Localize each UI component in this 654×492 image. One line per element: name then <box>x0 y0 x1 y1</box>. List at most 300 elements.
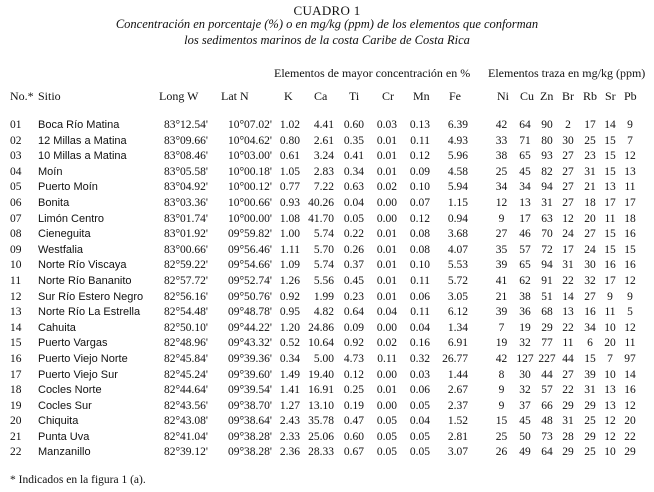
table-row <box>0 415 654 431</box>
header-ca: Ca <box>314 89 328 103</box>
table-row <box>0 384 654 400</box>
cell-latn: 09°59.82' <box>227 228 272 241</box>
cell-sitio: Norte Río Bananito <box>38 274 132 287</box>
cell-no: 16 <box>10 352 22 365</box>
cell-ca: 24.86 <box>308 321 334 334</box>
cell-br: 29 <box>562 399 574 412</box>
cell-sr: 12 <box>604 415 616 428</box>
cell-ni: 38 <box>495 150 508 163</box>
cell-ca: 41.70 <box>308 212 334 225</box>
cell-ca: 5.74 <box>313 228 334 241</box>
cell-ni: 41 <box>495 274 508 287</box>
cell-mn: 0.08 <box>409 243 430 256</box>
cell-ca: 35.78 <box>308 415 334 428</box>
cell-br: 28 <box>562 430 574 443</box>
header-zn: Zn <box>540 89 554 103</box>
cell-no: 02 <box>10 134 22 147</box>
cell-mn: 0.11 <box>410 274 430 287</box>
cell-ni: 9 <box>498 212 505 225</box>
cell-latn: 10°00.12' <box>227 181 272 194</box>
cell-fe: 5.53 <box>447 259 468 272</box>
cell-cr: 0.01 <box>376 150 397 163</box>
cell-cr: 0.03 <box>376 119 397 131</box>
cell-cu: 32 <box>519 384 531 397</box>
cell-sr: 17 <box>604 274 616 287</box>
cell-fe: 2.37 <box>447 399 468 412</box>
cell-rb: 25 <box>584 446 596 459</box>
cell-mn: 0.10 <box>409 181 430 194</box>
table-row <box>0 228 654 244</box>
cell-fe: 6.39 <box>447 119 468 131</box>
cell-fe: 4.07 <box>447 243 468 256</box>
cell-ni: 26 <box>495 446 508 459</box>
cell-no: 01 <box>10 119 22 131</box>
cell-latn: 10°03.00' <box>227 150 272 163</box>
cell-zn: 51 <box>541 290 553 303</box>
cell-latn: 09°38.28' <box>227 430 272 443</box>
cell-sitio: Cahuita <box>38 321 76 334</box>
cell-ca: 7.22 <box>313 181 334 194</box>
cell-br: 12 <box>562 212 574 225</box>
cell-no: 07 <box>10 212 22 225</box>
cell-mn: 0.05 <box>409 430 430 443</box>
cell-sr: 10 <box>604 446 616 459</box>
cell-cr: 0.01 <box>376 384 397 397</box>
cell-sr: 15 <box>604 134 616 147</box>
cell-ni: 9 <box>498 399 505 412</box>
cell-pb: 20 <box>624 415 636 428</box>
cell-fe: 6.12 <box>447 306 468 319</box>
cell-no: 15 <box>10 337 22 350</box>
cell-zn: 94 <box>541 259 553 272</box>
cell-ca: 2.83 <box>313 165 334 178</box>
cell-sr: 14 <box>604 119 616 131</box>
cell-sr: 12 <box>604 430 616 443</box>
header-fe: Fe <box>449 89 461 103</box>
cell-mn: 0.08 <box>409 228 430 241</box>
cell-ca: 19.40 <box>308 368 334 381</box>
cell-k: 0.77 <box>279 181 300 194</box>
cell-ca: 1.99 <box>313 290 334 303</box>
cell-mn: 0.16 <box>409 337 430 350</box>
table-row <box>0 353 654 369</box>
cell-rb: 6 <box>587 337 593 350</box>
cell-ni: 15 <box>495 415 508 428</box>
cell-pb: 97 <box>624 352 636 365</box>
cell-k: 1.20 <box>279 321 300 334</box>
cell-br: 24 <box>562 228 574 241</box>
cell-latn: 10°00.66' <box>227 196 272 209</box>
table-subtitle-line1: Concentración en porcentaje (%) o en mg/kg (ppm) de los elementos que conforman <box>115 17 539 31</box>
cell-zn: 77 <box>541 337 553 350</box>
cell-longw: 83°01.92' <box>163 228 208 241</box>
cell-br: 31 <box>562 259 574 272</box>
cell-k: 0.52 <box>279 337 300 350</box>
cell-rb: 21 <box>584 181 596 194</box>
cell-sitio: Puerto Vargas <box>38 337 108 350</box>
cell-longw: 82°50.10' <box>163 321 208 334</box>
cell-k: 1.08 <box>279 212 300 225</box>
cell-latn: 10°00.18' <box>227 165 272 178</box>
cell-cr: 0.00 <box>376 196 397 209</box>
cell-k: 1.26 <box>279 274 300 287</box>
cell-ti: 0.60 <box>343 119 364 131</box>
cell-pb: 11 <box>624 181 636 194</box>
cell-ti: 0.26 <box>343 243 364 256</box>
cell-rb: 34 <box>584 321 596 334</box>
cell-sitio: Manzanillo <box>38 446 91 459</box>
table-row <box>0 181 654 197</box>
cell-zn: 66 <box>541 399 553 412</box>
cell-ti: 0.34 <box>343 165 364 178</box>
table-row <box>0 197 654 213</box>
cell-ni: 35 <box>495 243 508 256</box>
cell-cu: 65 <box>519 259 531 272</box>
cell-longw: 82°41.04' <box>163 430 208 443</box>
cell-latn: 09°39.36' <box>227 352 272 365</box>
cell-longw: 82°45.24' <box>163 368 208 381</box>
cell-ti: 4.73 <box>343 352 364 365</box>
cell-br: 31 <box>562 415 574 428</box>
cell-sr: 16 <box>604 259 616 272</box>
cell-mn: 0.11 <box>410 134 430 147</box>
header-pb: Pb <box>624 89 637 103</box>
cell-cr: 0.05 <box>376 430 397 443</box>
cell-sitio: Boca Río Matina <box>38 119 120 131</box>
cell-pb: 12 <box>624 150 636 163</box>
cell-latn: 09°43.32' <box>227 337 272 350</box>
cell-ti: 0.92 <box>343 337 364 350</box>
cell-cu: 127 <box>516 352 534 365</box>
cell-sr: 13 <box>604 399 616 412</box>
cell-longw: 82°54.48' <box>163 306 208 319</box>
cell-cu: 65 <box>519 150 531 163</box>
cell-mn: 0.13 <box>409 119 430 131</box>
cell-zn: 227 <box>538 352 556 365</box>
header-k: K <box>284 89 293 103</box>
cell-pb: 17 <box>624 196 636 209</box>
cell-no: 03 <box>10 150 22 163</box>
cell-cu: 19 <box>519 321 531 334</box>
cell-longw: 83°05.58' <box>163 165 208 178</box>
cell-latn: 10°00.00' <box>227 212 272 225</box>
cell-mn: 0.32 <box>409 352 430 365</box>
table-row <box>0 244 654 260</box>
cell-ca: 5.74 <box>313 259 334 272</box>
cell-fe: 3.05 <box>447 290 468 303</box>
cell-no: 18 <box>10 384 22 397</box>
cell-cu: 45 <box>519 165 531 178</box>
cell-rb: 23 <box>584 150 596 163</box>
cell-longw: 82°44.64' <box>163 384 208 397</box>
table-row <box>0 400 654 416</box>
cell-rb: 15 <box>584 352 596 365</box>
cell-mn: 0.03 <box>409 368 430 381</box>
cell-no: 21 <box>10 430 22 443</box>
cell-pb: 13 <box>624 165 636 178</box>
cell-cu: 62 <box>519 274 531 287</box>
cell-rb: 30 <box>584 259 596 272</box>
cell-pb: 12 <box>624 274 636 287</box>
cell-rb: 24 <box>584 243 596 256</box>
table-title: CUADRO 1 <box>293 3 361 18</box>
cell-no: 19 <box>10 399 22 412</box>
cell-k: 1.02 <box>279 119 300 131</box>
table-row <box>0 337 654 353</box>
cell-longw: 83°12.54' <box>163 119 208 131</box>
cell-cr: 0.11 <box>377 352 397 365</box>
cell-br: 27 <box>562 181 574 194</box>
cell-zn: 68 <box>541 306 553 319</box>
cell-k: 1.49 <box>279 368 300 381</box>
cell-ti: 0.37 <box>343 259 364 272</box>
cell-sr: 15 <box>604 228 616 241</box>
header-cr: Cr <box>382 89 394 103</box>
cell-ti: 0.12 <box>343 368 364 381</box>
cell-zn: 63 <box>541 212 553 225</box>
cell-sitio: 10 Millas a Matina <box>38 150 127 163</box>
cell-no: 04 <box>10 165 22 178</box>
cell-mn: 0.05 <box>409 446 430 459</box>
cell-rb: 20 <box>584 212 596 225</box>
header-ti: Ti <box>349 89 360 103</box>
table-row <box>0 369 654 385</box>
cell-br: 27 <box>562 196 574 209</box>
cell-latn: 09°38.28' <box>227 446 272 459</box>
footnote: * Indicados en la figura 1 (a). <box>10 474 146 486</box>
table-row <box>0 150 654 166</box>
cell-ca: 10.64 <box>308 337 334 350</box>
cell-latn: 09°39.60' <box>227 368 272 381</box>
cell-cr: 0.02 <box>376 337 397 350</box>
cell-ti: 0.05 <box>343 212 364 225</box>
cell-sr: 11 <box>604 306 616 319</box>
cell-sitio: Cocles Norte <box>38 384 102 397</box>
cell-cr: 0.00 <box>376 368 397 381</box>
header-sr: Sr <box>605 89 616 103</box>
cell-sr: 20 <box>604 337 616 350</box>
cell-br: 27 <box>562 368 574 381</box>
cell-fe: 26.77 <box>442 352 468 365</box>
cell-longw: 83°08.46' <box>163 150 208 163</box>
cell-br: 11 <box>562 337 574 350</box>
cell-k: 0.93 <box>279 196 300 209</box>
cell-longw: 82°43.08' <box>163 415 208 428</box>
cell-ti: 0.47 <box>343 415 364 428</box>
cell-cr: 0.01 <box>376 134 397 147</box>
cell-sitio: Norte Río La Estrella <box>38 306 141 319</box>
cell-br: 44 <box>562 352 574 365</box>
cell-no: 11 <box>10 274 22 287</box>
cell-latn: 09°52.74' <box>227 274 272 287</box>
cell-fe: 5.96 <box>447 150 468 163</box>
cell-k: 2.33 <box>279 430 300 443</box>
cell-fe: 1.34 <box>447 321 468 334</box>
cell-k: 1.41 <box>279 384 300 397</box>
cell-fe: 5.94 <box>447 181 468 194</box>
cell-cr: 0.00 <box>376 212 397 225</box>
cell-mn: 0.10 <box>409 259 430 272</box>
cell-cr: 0.05 <box>376 446 397 459</box>
cell-no: 09 <box>10 243 22 256</box>
cell-pb: 22 <box>624 430 636 443</box>
cell-mn: 0.12 <box>409 150 430 163</box>
cell-sitio: Cocles Sur <box>38 399 92 412</box>
cell-rb: 25 <box>584 134 596 147</box>
cell-k: 1.00 <box>279 228 300 241</box>
cell-ni: 25 <box>495 430 508 443</box>
cell-rb: 25 <box>584 415 596 428</box>
cell-ti: 0.45 <box>343 274 364 287</box>
table-row <box>0 291 654 307</box>
cell-mn: 0.09 <box>409 165 430 178</box>
cell-cu: 46 <box>519 228 531 241</box>
cell-br: 22 <box>562 384 574 397</box>
cell-cu: 64 <box>519 119 531 131</box>
cell-pb: 29 <box>624 446 636 459</box>
cell-zn: 80 <box>541 134 553 147</box>
cell-longw: 83°00.66' <box>163 243 208 256</box>
cell-sr: 11 <box>604 212 616 225</box>
cell-rb: 31 <box>584 165 596 178</box>
cell-sitio: Westfalia <box>38 243 84 256</box>
cell-br: 17 <box>562 243 574 256</box>
cell-latn: 09°38.64' <box>227 415 272 428</box>
cell-longw: 83°09.66' <box>163 134 208 147</box>
cell-ca: 40.26 <box>308 196 334 209</box>
cell-fe: 5.72 <box>447 274 468 287</box>
cell-sr: 10 <box>604 368 616 381</box>
header-ni: Ni <box>497 89 509 103</box>
cell-ni: 34 <box>495 181 508 194</box>
cell-zn: 82 <box>541 165 553 178</box>
cell-no: 20 <box>10 415 22 428</box>
cell-cu: 50 <box>519 430 531 443</box>
cell-ni: 12 <box>495 196 508 209</box>
cell-ti: 0.25 <box>343 384 364 397</box>
cell-ti: 0.67 <box>343 446 364 459</box>
cell-ni: 39 <box>495 259 508 272</box>
cell-pb: 7 <box>627 134 633 147</box>
cell-cr: 0.01 <box>376 274 397 287</box>
cell-zn: 44 <box>541 368 553 381</box>
cell-cu: 71 <box>519 134 531 147</box>
cell-br: 2 <box>565 119 571 131</box>
cell-cu: 13 <box>519 196 531 209</box>
cell-zn: 57 <box>541 384 553 397</box>
table-row <box>0 213 654 229</box>
cell-rb: 18 <box>584 196 596 209</box>
cell-rb: 17 <box>584 119 596 131</box>
cell-latn: 09°50.76' <box>227 290 272 303</box>
cell-pb: 18 <box>624 212 636 225</box>
cell-ti: 0.19 <box>343 399 364 412</box>
cell-sr: 17 <box>604 196 616 209</box>
cell-br: 22 <box>562 321 574 334</box>
cell-mn: 0.04 <box>409 415 430 428</box>
cell-fe: 3.07 <box>447 446 468 459</box>
cell-cr: 0.01 <box>376 228 397 241</box>
cell-mn: 0.06 <box>409 290 430 303</box>
cell-latn: 09°56.46' <box>227 243 272 256</box>
cell-cr: 0.01 <box>376 165 397 178</box>
cell-longw: 82°56.16' <box>163 290 208 303</box>
cell-rb: 31 <box>584 384 596 397</box>
cell-ca: 5.00 <box>313 352 334 365</box>
cell-mn: 0.05 <box>409 399 430 412</box>
cell-fe: 1.15 <box>447 196 468 209</box>
cell-longw: 83°04.92' <box>163 181 208 194</box>
table-row <box>0 431 654 447</box>
cell-cu: 57 <box>519 243 531 256</box>
cell-pb: 16 <box>624 384 636 397</box>
cell-longw: 82°43.56' <box>163 399 208 412</box>
cell-pb: 11 <box>624 337 636 350</box>
cell-zn: 29 <box>541 321 553 334</box>
cell-zn: 64 <box>541 446 553 459</box>
cell-fe: 2.67 <box>447 384 468 397</box>
cell-longw: 83°03.36' <box>163 196 208 209</box>
table-row <box>0 446 654 462</box>
cell-zn: 90 <box>541 119 553 131</box>
table-row <box>0 135 654 151</box>
data-table-body <box>0 119 654 462</box>
table-row <box>0 119 654 135</box>
cell-rb: 27 <box>584 290 596 303</box>
group-header-major: Elementos de mayor concentración en % <box>274 66 471 80</box>
cell-no: 05 <box>10 181 22 194</box>
cell-latn: 09°54.66' <box>227 259 272 272</box>
cell-cr: 0.00 <box>376 321 397 334</box>
cell-ca: 13.10 <box>308 399 334 412</box>
cell-sitio: Chiquita <box>38 415 79 428</box>
cell-ca: 5.56 <box>313 274 334 287</box>
cell-cr: 0.01 <box>376 290 397 303</box>
cell-ti: 0.23 <box>343 290 364 303</box>
cell-ca: 4.41 <box>313 119 334 131</box>
cell-br: 22 <box>562 274 574 287</box>
cell-rb: 29 <box>584 430 596 443</box>
cell-fe: 6.91 <box>447 337 468 350</box>
cell-ni: 21 <box>495 290 508 303</box>
cell-cr: 0.00 <box>376 399 397 412</box>
cell-rb: 29 <box>584 399 596 412</box>
cell-ni: 27 <box>495 228 508 241</box>
cell-latn: 10°04.62' <box>227 134 272 147</box>
cell-k: 2.36 <box>279 446 300 459</box>
cell-fe: 3.68 <box>447 228 468 241</box>
cell-no: 08 <box>10 228 22 241</box>
cell-fe: 2.81 <box>447 430 468 443</box>
cell-fe: 4.93 <box>447 134 468 147</box>
cell-no: 22 <box>10 446 22 459</box>
table-subtitle-line2: los sedimentos marinos de la costa Caribe de Costa Rica <box>184 33 470 47</box>
cell-no: 14 <box>10 321 22 334</box>
cell-ti: 0.35 <box>343 134 364 147</box>
cell-sr: 13 <box>604 181 616 194</box>
cell-fe: 1.52 <box>447 415 468 428</box>
cell-sr: 15 <box>604 243 616 256</box>
cell-cr: 0.01 <box>376 243 397 256</box>
cell-ni: 8 <box>498 368 505 381</box>
cell-k: 0.95 <box>279 306 300 319</box>
cell-pb: 14 <box>624 368 636 381</box>
cell-ti: 0.63 <box>343 181 364 194</box>
cell-cr: 0.01 <box>376 259 397 272</box>
cell-cu: 36 <box>519 306 531 319</box>
cell-sitio: Puerto Viejo Sur <box>38 368 118 381</box>
cell-ti: 0.41 <box>343 150 364 163</box>
